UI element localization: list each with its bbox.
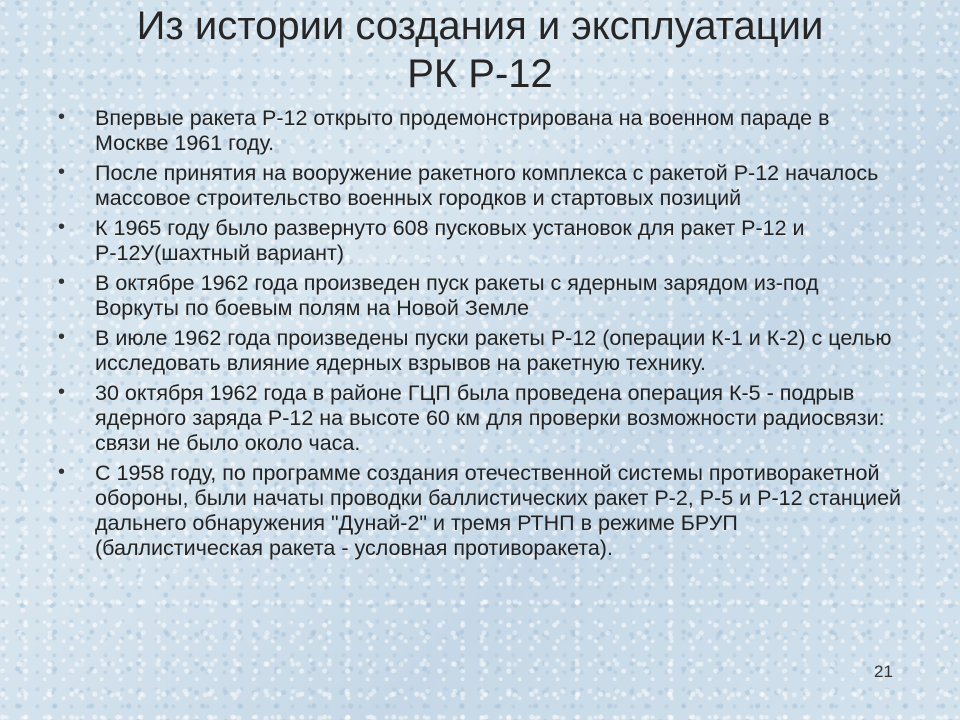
bullet-dot-icon: • — [58, 381, 66, 403]
bullet-item — [56, 271, 906, 321]
bullet-text: После принятия на вооружение ракетного комплекса с ракетой Р-12 началось массовое строительство военных городков и стартовых позиций — [95, 161, 879, 210]
bullet-dot-icon: • — [58, 216, 66, 238]
bullet-dot-icon: • — [58, 326, 66, 348]
bullet-text: 30 октября 1962 года в районе ГЦП была проведена операция К-5 - подрыв ядерного заряда Р-12 на высоте 60 км для проверки возможности радиосвязи: связи не было около часа. — [95, 381, 885, 455]
bullet-item — [56, 106, 906, 156]
bullet-dot-icon: • — [58, 271, 66, 293]
bullet-item — [56, 381, 906, 456]
page-number: 21 — [874, 662, 893, 681]
bullet-item — [56, 161, 906, 211]
bullet-text: К 1965 году было развернуто 608 пусковых установок для ракет Р-12 и Р-12У(шахтный вариант) — [95, 216, 805, 265]
bullet-dot-icon: • — [58, 461, 66, 483]
bullet-item — [56, 326, 906, 376]
bullet-text: В октябре 1962 года произведен пуск ракеты с ядерным зарядом из-под Воркуты по боевым полям на Новой Земле — [95, 271, 819, 320]
bullet-item — [56, 216, 906, 266]
bullet-text: Впервые ракета Р-12 открыто продемонстрирована на военном параде в Москве 1961 году. — [95, 106, 830, 155]
bullet-item — [56, 461, 906, 561]
bullet-dot-icon: • — [58, 161, 66, 183]
bullet-dot-icon: • — [58, 106, 66, 128]
slide-title-line-2: РК Р-12 — [407, 52, 553, 96]
bullet-text: В июле 1962 года произведены пуски ракеты Р-12 (операции К-1 и К-2) с целью исследовать влияние ядерных взрывов на ракетную технику. — [95, 326, 892, 375]
bullet-list — [56, 106, 906, 566]
bullet-text: С 1958 году, по программе создания отечественной системы противоракетной обороны, были начаты проводки баллистических ракет Р-2, Р-5 и Р-12 станцией дальнего обнаружения "Дунай-2" и тремя РТНП в режиме БРУП (баллистическая ракета - условная противоракета). — [95, 461, 902, 560]
slide-title — [60, 2, 900, 98]
slide-title-line-1: Из истории создания и эксплуатации — [136, 4, 824, 48]
